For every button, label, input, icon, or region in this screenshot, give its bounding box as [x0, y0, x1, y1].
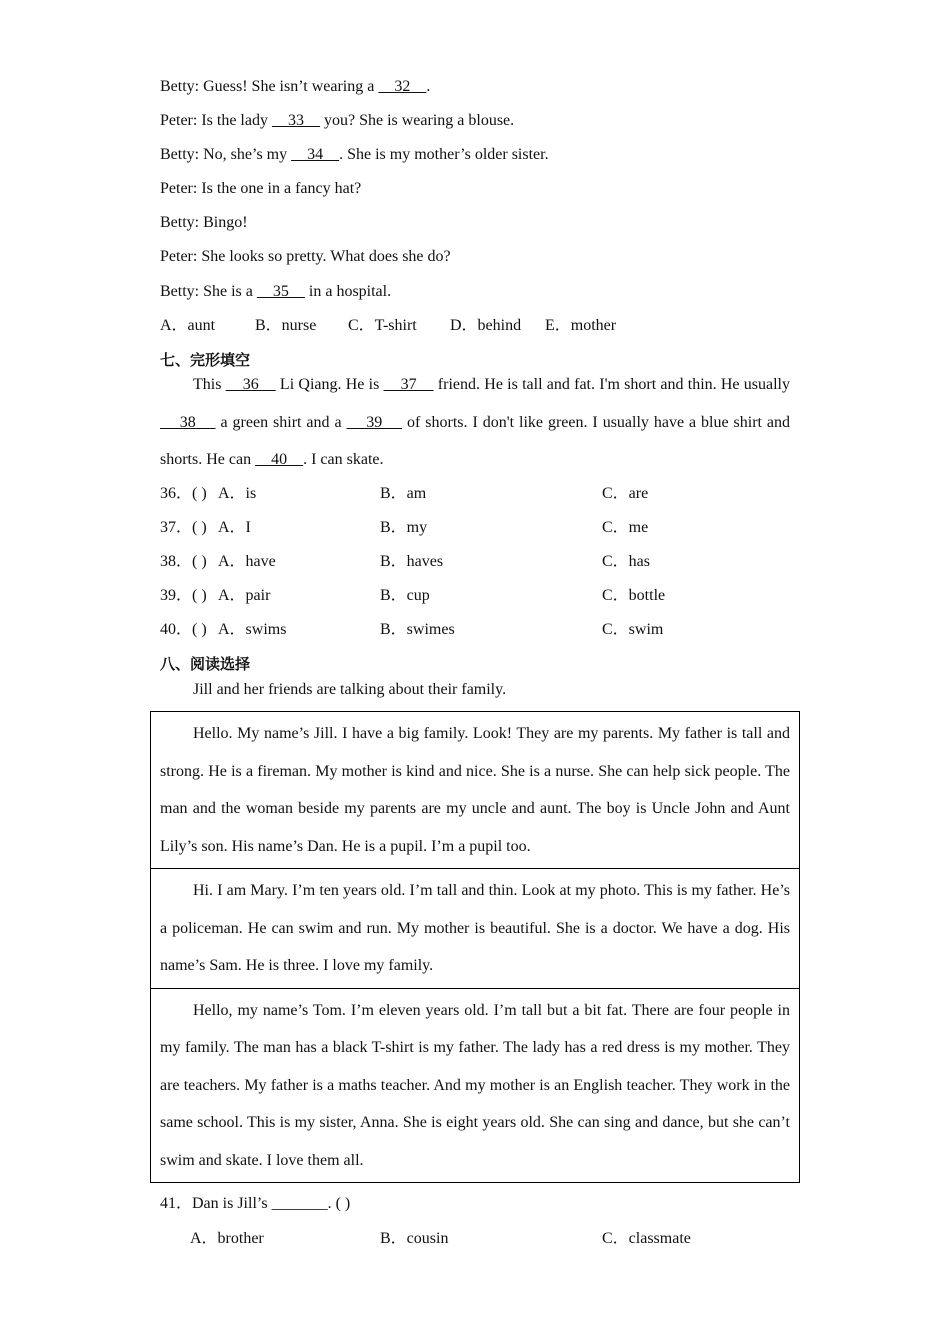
blank-33[interactable]: 33 [271, 112, 320, 129]
dialogue-line: Betty: Bingo! [160, 214, 248, 231]
q41-option-a[interactable]: A．brother [190, 1230, 264, 1247]
reading-passages-box [150, 711, 800, 1183]
option-a[interactable]: A．I [218, 519, 251, 536]
passage-text: Hi. I am Mary. I’m ten years old. I’m tall and thin. Look at my photo. This is my father. He’s a policeman. He can swim and run. My mother is beautiful. She is a doctor. We have a dog. His name’s Sam. He is three. I love my family. [160, 882, 790, 974]
option-b[interactable]: B．am [380, 485, 427, 502]
option-c[interactable]: C．me [602, 519, 649, 536]
section-7-title: 七、完形填空 [160, 351, 251, 369]
q41-option-b[interactable]: B．cousin [380, 1230, 449, 1247]
option-a[interactable]: A．have [218, 553, 276, 570]
question-41: 41．Dan is Jill’s _______. ( ) [160, 1195, 351, 1212]
word-bank [160, 316, 616, 336]
q41-option-c[interactable]: C．classmate [602, 1230, 691, 1247]
blank-38[interactable]: 38 [160, 413, 216, 431]
question-number[interactable]: 38．( ) [160, 553, 207, 570]
blank-36[interactable]: 36 [225, 376, 276, 393]
passage-text: Hello. My name’s Jill. I have a big family. Look! They are my parents. My father is tall and strong. He is a fireman. My mother is kind and nice. She is a nurse. She can help sick people. The man and the woman beside my parents are my uncle and aunt. The boy is Uncle John and Aunt Lily’s son. His name’s Dan. He is a pupil. I’m a pupil too. [160, 725, 790, 855]
question-number[interactable]: 39．( ) [160, 587, 207, 604]
dialogue-line: Betty: Guess! She isn’t wearing a 32 . [160, 78, 431, 95]
option-c[interactable]: C．has [602, 553, 651, 570]
question-number[interactable]: 36．( ) [160, 485, 207, 502]
word-option: A．aunt [160, 317, 216, 334]
option-b[interactable]: B．haves [380, 553, 444, 570]
cloze-passage: This 36 Li Qiang. He is 37 friend. He is tall and fat. I'm short and thin. He usually 38 a green shirt and a 39 of shorts. I don't like green. I usually have a blue shirt and shorts. He can 40 . I can skate. [160, 376, 791, 468]
passage-jill [151, 712, 799, 869]
question-number[interactable]: 37．( ) [160, 519, 207, 536]
blank-39[interactable]: 39 [346, 413, 403, 431]
option-b[interactable]: B．cup [380, 587, 430, 604]
option-b[interactable]: B．swimes [380, 621, 455, 638]
blank-40[interactable]: 40 [255, 451, 304, 468]
word-option: D．behind [450, 317, 522, 334]
dialogue-line: Betty: No, she’s my 34 . She is my mother’s older sister. [160, 146, 549, 163]
option-c[interactable]: C．swim [602, 621, 664, 638]
dialogue-line: Peter: Is the lady 33 you? She is wearing a blouse. [160, 112, 515, 129]
blank-37[interactable]: 37 [383, 376, 434, 393]
section-8-title: 八、阅读选择 [160, 655, 251, 673]
dialogue-line: Peter: She looks so pretty. What does she do? [160, 248, 451, 265]
blank-32[interactable]: 32 [378, 78, 427, 95]
passage-tom [151, 989, 799, 1183]
option-c[interactable]: C．are [602, 485, 649, 502]
blank-34[interactable]: 34 [291, 146, 340, 163]
dialogue-line: Betty: She is a 35 in a hospital. [160, 283, 392, 300]
word-option: B．nurse [255, 317, 317, 334]
blank-35[interactable]: 35 [256, 283, 305, 300]
option-a[interactable]: A．pair [218, 587, 271, 604]
word-option: C．T-shirt [348, 317, 417, 334]
dialogue-line: Peter: Is the one in a fancy hat? [160, 180, 362, 197]
option-a[interactable]: A．is [218, 485, 257, 502]
reading-intro: Jill and her friends are talking about their family. [193, 681, 507, 698]
passage-mary [151, 869, 799, 989]
option-b[interactable]: B．my [380, 519, 428, 536]
passage-text: Hello, my name’s Tom. I’m eleven years old. I’m tall but a bit fat. There are four people in my family. The man has a black T-shirt is my father. The lady has a red dress is my mother. They are teachers. My father is a maths teacher. And my mother is an English teacher. They work in the same school. This is my sister, Anna. She is eight years old. She can sing and dance, but she can’t swim and skate. I love them all. [160, 1001, 790, 1169]
question-number[interactable]: 40．( ) [160, 621, 207, 638]
option-c[interactable]: C．bottle [602, 587, 666, 604]
option-a[interactable]: A．swims [218, 621, 287, 638]
word-option: E．mother [545, 317, 617, 334]
